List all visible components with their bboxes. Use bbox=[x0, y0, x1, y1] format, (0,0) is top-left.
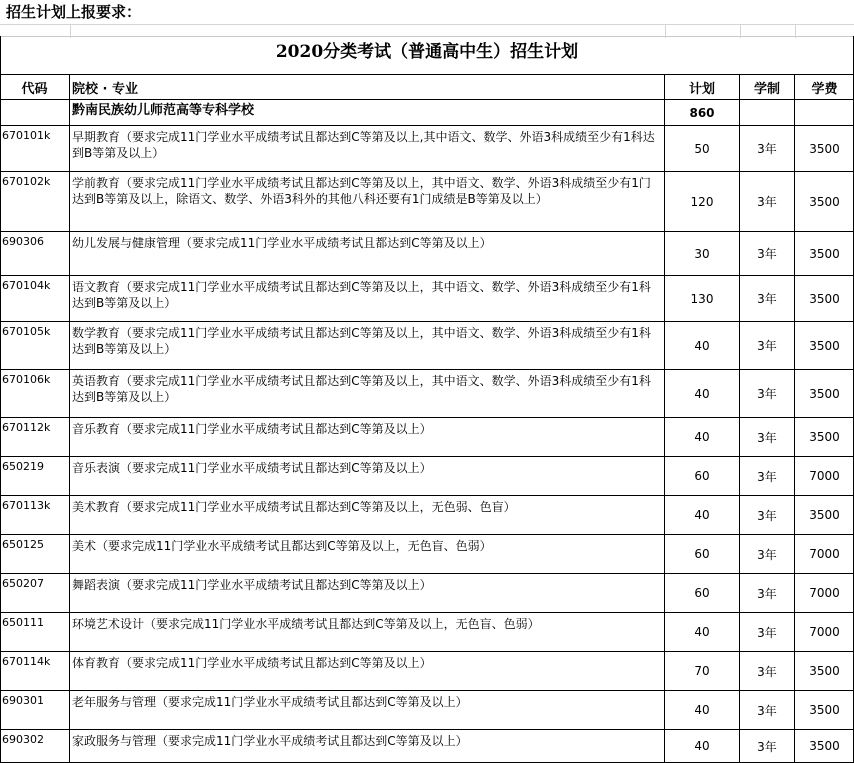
row-plan[interactable]: 60 bbox=[665, 574, 740, 613]
row-fee[interactable]: 7000 bbox=[795, 535, 854, 574]
row-fee[interactable]: 3500 bbox=[795, 730, 854, 763]
row-fee[interactable]: 7000 bbox=[795, 457, 854, 496]
row-plan[interactable]: 40 bbox=[665, 322, 740, 370]
grid-line bbox=[740, 24, 741, 38]
row-code[interactable]: 670105k bbox=[0, 322, 70, 370]
row-code[interactable]: 690306 bbox=[0, 232, 70, 276]
row-code[interactable]: 670114k bbox=[0, 652, 70, 691]
row-major[interactable]: 音乐教育（要求完成11门学业水平成绩考试且都达到C等第及以上） bbox=[70, 418, 665, 457]
row-major[interactable]: 早期教育（要求完成11门学业水平成绩考试且都达到C等第及以上,其中语文、数学、外语3科成绩至少有1科达到B等第及以上） bbox=[70, 126, 665, 172]
grid-line bbox=[70, 24, 71, 38]
row-code[interactable]: 690302 bbox=[0, 730, 70, 763]
row-duration[interactable]: 3年 bbox=[740, 652, 795, 691]
column-header-duration[interactable]: 学制 bbox=[740, 75, 795, 99]
row-code[interactable]: 650125 bbox=[0, 535, 70, 574]
row-fee[interactable]: 3500 bbox=[795, 496, 854, 535]
row-major[interactable]: 美术教育（要求完成11门学业水平成绩考试且都达到C等第及以上，无色弱、色盲） bbox=[70, 496, 665, 535]
row-major[interactable]: 学前教育（要求完成11门学业水平成绩考试且都达到C等第及以上，其中语文、数学、外语3科成绩至少有1门达到B等第及以上，除语文、数学、外语3科外的其他八科还要有1门成绩是B等第及以上） bbox=[70, 172, 665, 232]
row-major[interactable]: 语文教育（要求完成11门学业水平成绩考试且都达到C等第及以上，其中语文、数学、外语3科成绩至少有1科达到B等第及以上） bbox=[70, 276, 665, 322]
row-fee[interactable]: 3500 bbox=[795, 370, 854, 418]
row-fee[interactable]: 3500 bbox=[795, 322, 854, 370]
row-plan[interactable]: 40 bbox=[665, 496, 740, 535]
row-code[interactable]: 670106k bbox=[0, 370, 70, 418]
school-plan[interactable]: 860 bbox=[665, 100, 740, 126]
row-plan[interactable]: 30 bbox=[665, 232, 740, 276]
row-duration[interactable]: 3年 bbox=[740, 418, 795, 457]
row-code[interactable]: 670113k bbox=[0, 496, 70, 535]
row-duration[interactable]: 3年 bbox=[740, 276, 795, 322]
row-duration[interactable]: 3年 bbox=[740, 496, 795, 535]
grid-line bbox=[665, 24, 666, 38]
row-major[interactable]: 数学教育（要求完成11门学业水平成绩考试且都达到C等第及以上，其中语文、数学、外语3科成绩至少有1科达到B等第及以上） bbox=[70, 322, 665, 370]
row-major[interactable]: 英语教育（要求完成11门学业水平成绩考试且都达到C等第及以上，其中语文、数学、外语3科成绩至少有1科达到B等第及以上） bbox=[70, 370, 665, 418]
row-major[interactable]: 幼儿发展与健康管理（要求完成11门学业水平成绩考试且都达到C等第及以上） bbox=[70, 232, 665, 276]
row-duration[interactable]: 3年 bbox=[740, 370, 795, 418]
column-header-code[interactable]: 代码 bbox=[0, 75, 70, 99]
row-code[interactable]: 650219 bbox=[0, 457, 70, 496]
row-plan[interactable]: 130 bbox=[665, 276, 740, 322]
row-duration[interactable]: 3年 bbox=[740, 232, 795, 276]
table-border-line bbox=[0, 36, 854, 37]
school-name[interactable]: 黔南民族幼儿师范高等专科学校 bbox=[70, 100, 665, 126]
row-code[interactable]: 670101k bbox=[0, 126, 70, 172]
sheet-heading[interactable]: 招生计划上报要求： bbox=[6, 3, 142, 21]
column-header-plan[interactable]: 计划 bbox=[665, 75, 740, 99]
row-plan[interactable]: 120 bbox=[665, 172, 740, 232]
row-code[interactable]: 670102k bbox=[0, 172, 70, 232]
row-major[interactable]: 音乐表演（要求完成11门学业水平成绩考试且都达到C等第及以上） bbox=[70, 457, 665, 496]
row-fee[interactable]: 3500 bbox=[795, 691, 854, 730]
row-fee[interactable]: 3500 bbox=[795, 172, 854, 232]
row-fee[interactable]: 3500 bbox=[795, 418, 854, 457]
school-fee-cell[interactable] bbox=[795, 100, 854, 126]
row-major[interactable]: 老年服务与管理（要求完成11门学业水平成绩考试且都达到C等第及以上） bbox=[70, 691, 665, 730]
row-fee[interactable]: 3500 bbox=[795, 126, 854, 172]
row-duration[interactable]: 3年 bbox=[740, 691, 795, 730]
column-header-fee[interactable]: 学费 bbox=[811, 81, 838, 97]
row-major[interactable]: 环境艺术设计（要求完成11门学业水平成绩考试且都达到C等第及以上，无色盲、色弱） bbox=[70, 613, 665, 652]
row-plan[interactable]: 40 bbox=[665, 691, 740, 730]
row-fee[interactable]: 3500 bbox=[795, 232, 854, 276]
column-header-school-major[interactable]: 院校 · 专业 bbox=[70, 75, 665, 99]
row-code[interactable]: 650111 bbox=[0, 613, 70, 652]
row-duration[interactable]: 3年 bbox=[740, 730, 795, 763]
row-fee[interactable]: 7000 bbox=[795, 574, 854, 613]
row-duration[interactable]: 3年 bbox=[740, 535, 795, 574]
row-major[interactable]: 舞蹈表演（要求完成11门学业水平成绩考试且都达到C等第及以上） bbox=[70, 574, 665, 613]
row-duration[interactable]: 3年 bbox=[740, 172, 795, 232]
table-title[interactable]: 2020分类考试（普通高中生）招生计划 bbox=[275, 42, 579, 62]
row-plan[interactable]: 40 bbox=[665, 370, 740, 418]
row-plan[interactable]: 40 bbox=[665, 613, 740, 652]
row-plan[interactable]: 60 bbox=[665, 535, 740, 574]
row-duration[interactable]: 3年 bbox=[740, 613, 795, 652]
grid-line bbox=[0, 24, 854, 25]
school-code-cell[interactable] bbox=[0, 100, 70, 126]
row-plan[interactable]: 60 bbox=[665, 457, 740, 496]
grid-line bbox=[795, 24, 796, 38]
row-major[interactable]: 家政服务与管理（要求完成11门学业水平成绩考试且都达到C等第及以上） bbox=[70, 730, 665, 763]
row-plan[interactable]: 40 bbox=[665, 418, 740, 457]
row-fee[interactable]: 7000 bbox=[795, 613, 854, 652]
row-fee[interactable]: 3500 bbox=[795, 276, 854, 322]
row-duration[interactable]: 3年 bbox=[740, 322, 795, 370]
school-duration-cell[interactable] bbox=[740, 100, 795, 126]
row-code[interactable]: 670112k bbox=[0, 418, 70, 457]
row-duration[interactable]: 3年 bbox=[740, 574, 795, 613]
row-code[interactable]: 650207 bbox=[0, 574, 70, 613]
row-fee[interactable]: 3500 bbox=[795, 652, 854, 691]
row-plan[interactable]: 70 bbox=[665, 652, 740, 691]
row-duration[interactable]: 3年 bbox=[740, 457, 795, 496]
row-code[interactable]: 670104k bbox=[0, 276, 70, 322]
row-code[interactable]: 690301 bbox=[0, 691, 70, 730]
row-major[interactable]: 体育教育（要求完成11门学业水平成绩考试且都达到C等第及以上） bbox=[70, 652, 665, 691]
row-plan[interactable]: 50 bbox=[665, 126, 740, 172]
row-plan[interactable]: 40 bbox=[665, 730, 740, 763]
row-duration[interactable]: 3年 bbox=[740, 126, 795, 172]
row-major[interactable]: 美术（要求完成11门学业水平成绩考试且都达到C等第及以上，无色盲、色弱） bbox=[70, 535, 665, 574]
